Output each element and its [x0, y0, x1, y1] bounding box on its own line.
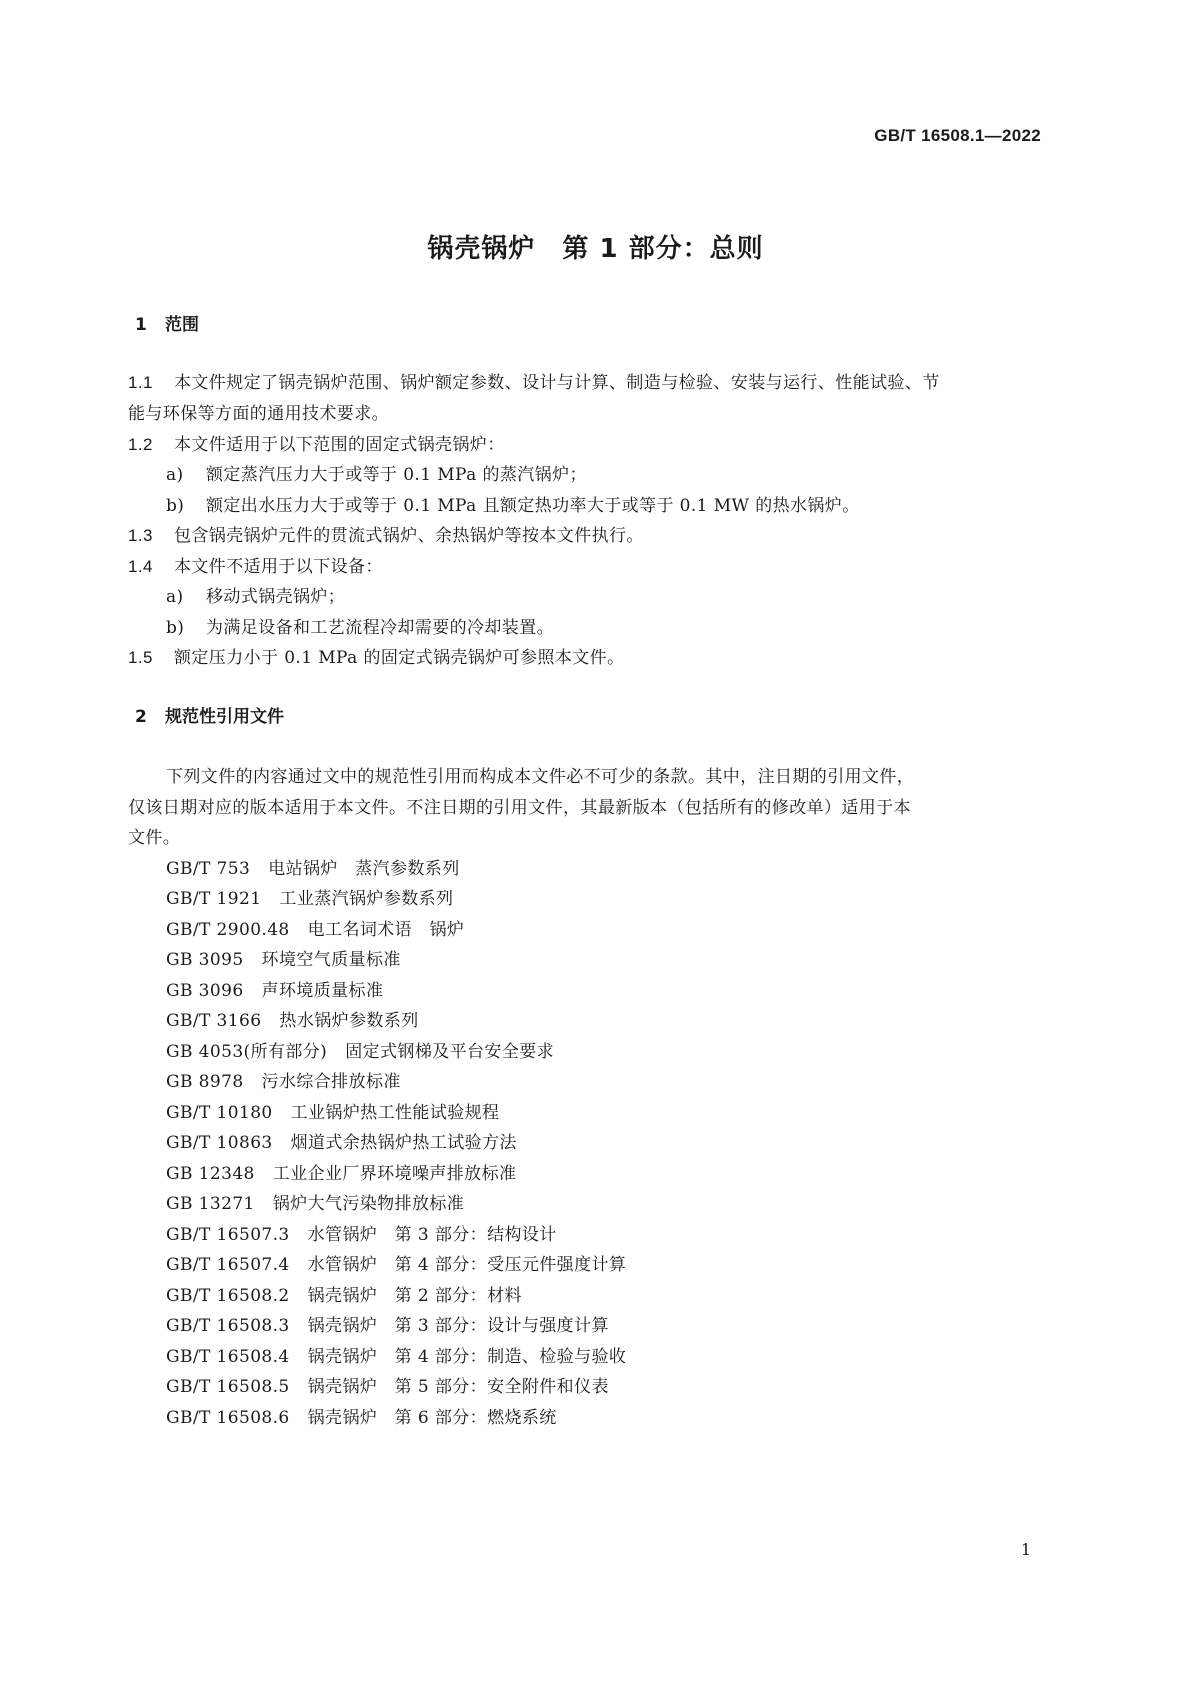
reference-item: [166, 1189, 464, 1214]
reference-code: GB 3096: [166, 981, 244, 1001]
list-item: [166, 491, 860, 516]
reference-item: [166, 1281, 522, 1306]
reference-item: [166, 884, 453, 909]
reference-code: GB/T 16507.3: [166, 1225, 290, 1245]
reference-code: GB/T 16508.3: [166, 1316, 290, 1336]
reference-code: GB/T 16508.4: [166, 1347, 290, 1367]
reference-title: 锅壳锅炉 第 4 部分：制造、检验与验收: [307, 1347, 627, 1367]
clause-1-4: [128, 552, 383, 577]
reference-item: [166, 1006, 419, 1031]
reference-code: GB/T 16508.5: [166, 1377, 290, 1397]
reference-title: 电站锅炉 蒸汽参数系列: [268, 859, 460, 879]
list-item: [166, 460, 587, 485]
clause-1-1-continuation: 能与环保等方面的通用技术要求。: [128, 404, 389, 424]
reference-item: [166, 945, 401, 970]
reference-item: [166, 1372, 609, 1397]
clause-number: 1.1: [128, 373, 153, 392]
section-number: 1: [135, 315, 147, 335]
item-mark: b): [166, 618, 185, 638]
reference-item: [166, 1311, 609, 1336]
standard-code: GB/T 16508.1—2022: [874, 126, 1041, 145]
reference-title: 锅炉大气污染物排放标准: [272, 1194, 465, 1214]
reference-item: [166, 1128, 517, 1153]
reference-item: [166, 854, 460, 879]
reference-title: 工业锅炉热工性能试验规程: [290, 1103, 500, 1123]
item-text: 为满足设备和工艺流程冷却需要的冷却装置。: [206, 618, 554, 638]
item-text: 移动式锅壳锅炉；: [206, 587, 346, 607]
section-heading-normative-references: [135, 702, 284, 727]
clause-text: 本文件不适用于以下设备：: [174, 557, 383, 577]
reference-title: 锅壳锅炉 第 2 部分：材料: [307, 1286, 522, 1306]
reference-item: [166, 1159, 516, 1184]
clause-1-5: [128, 643, 624, 668]
reference-item: [166, 1098, 499, 1123]
reference-item: [166, 976, 383, 1001]
reference-title: 污水综合排放标准: [261, 1072, 401, 1092]
item-text: 额定蒸汽压力大于或等于 0.1 MPa 的蒸汽锅炉；: [206, 465, 587, 485]
item-mark: b): [166, 496, 185, 516]
reference-title: 热水锅炉参数系列: [279, 1011, 419, 1031]
intro-line: 仅该日期对应的版本适用于本文件。不注日期的引用文件，其最新版本（包括所有的修改单）适用于本: [128, 798, 911, 818]
intro-line: 文件。: [128, 828, 181, 848]
reference-code: GB 13271: [166, 1194, 255, 1214]
reference-title: 锅壳锅炉 第 5 部分：安全附件和仪表: [307, 1377, 609, 1397]
reference-code: GB/T 10180: [166, 1103, 273, 1123]
reference-code: GB 12348: [166, 1164, 255, 1184]
reference-title: 工业企业厂界环境噪声排放标准: [272, 1164, 517, 1184]
reference-title: 工业蒸汽锅炉参数系列: [279, 889, 454, 909]
clause-1-2: [128, 430, 505, 455]
section-heading-scope: [135, 310, 199, 335]
reference-item: [166, 1037, 554, 1062]
list-item: [166, 582, 345, 607]
reference-item: [166, 1067, 401, 1092]
item-mark: a): [166, 587, 184, 607]
reference-title: 锅壳锅炉 第 6 部分：燃烧系统: [307, 1408, 557, 1428]
reference-title: 固定式钢梯及平台安全要求: [345, 1042, 555, 1062]
section-title: 范围: [165, 315, 199, 335]
clause-text: 本文件规定了锅壳锅炉范围、锅炉额定参数、设计与计算、制造与检验、安装与运行、性能试验、节: [174, 373, 940, 393]
reference-code: GB 8978: [166, 1072, 244, 1092]
reference-item: [166, 1342, 626, 1367]
item-text: 额定出水压力大于或等于 0.1 MPa 且额定热功率大于或等于 0.1 MW 的热水锅炉。: [206, 496, 860, 516]
reference-item: [166, 915, 464, 940]
reference-code: GB/T 16508.2: [166, 1286, 290, 1306]
reference-title: 水管锅炉 第 3 部分：结构设计: [307, 1225, 557, 1245]
reference-item: [166, 1250, 626, 1275]
clause-number: 1.4: [128, 557, 153, 576]
reference-code: GB/T 16508.6: [166, 1408, 290, 1428]
reference-code: GB/T 16507.4: [166, 1255, 290, 1275]
intro-line: 下列文件的内容通过文中的规范性引用而构成本文件必不可少的条款。其中，注日期的引用文件，: [166, 767, 915, 787]
clause-number: 1.5: [128, 648, 153, 667]
clause-number: 1.3: [128, 526, 153, 545]
reference-title: 声环境质量标准: [261, 981, 384, 1001]
reference-code: GB/T 2900.48: [166, 920, 290, 940]
reference-code: GB/T 3166: [166, 1011, 262, 1031]
reference-item: [166, 1220, 557, 1245]
reference-title: 电工名词术语 锅炉: [307, 920, 465, 940]
clause-number: 1.2: [128, 435, 153, 454]
reference-code: GB/T 753: [166, 859, 251, 879]
reference-title: 环境空气质量标准: [261, 950, 401, 970]
reference-title: 烟道式余热锅炉热工试验方法: [290, 1133, 517, 1153]
reference-code: GB 4053(所有部分): [166, 1042, 328, 1062]
reference-item: [166, 1403, 557, 1428]
item-mark: a): [166, 465, 184, 485]
page-title: 锅壳锅炉 第 1 部分：总则: [427, 234, 764, 264]
reference-code: GB 3095: [166, 950, 244, 970]
reference-code: GB/T 1921: [166, 889, 262, 909]
clause-text: 本文件适用于以下范围的固定式锅壳锅炉：: [174, 435, 505, 455]
clause-text: 额定压力小于 0.1 MPa 的固定式锅壳锅炉可参照本文件。: [174, 648, 625, 668]
list-item: [166, 613, 554, 638]
clause-text: 包含锅壳锅炉元件的贯流式锅炉、余热锅炉等按本文件执行。: [174, 526, 644, 546]
clause-1-3: [128, 521, 644, 546]
reference-code: GB/T 10863: [166, 1133, 273, 1153]
reference-title: 水管锅炉 第 4 部分：受压元件强度计算: [307, 1255, 627, 1275]
page-number: 1: [1020, 1540, 1031, 1559]
section-number: 2: [135, 707, 147, 727]
reference-title: 锅壳锅炉 第 3 部分：设计与强度计算: [307, 1316, 609, 1336]
clause-1-1: [128, 368, 940, 393]
section-title: 规范性引用文件: [165, 707, 284, 727]
